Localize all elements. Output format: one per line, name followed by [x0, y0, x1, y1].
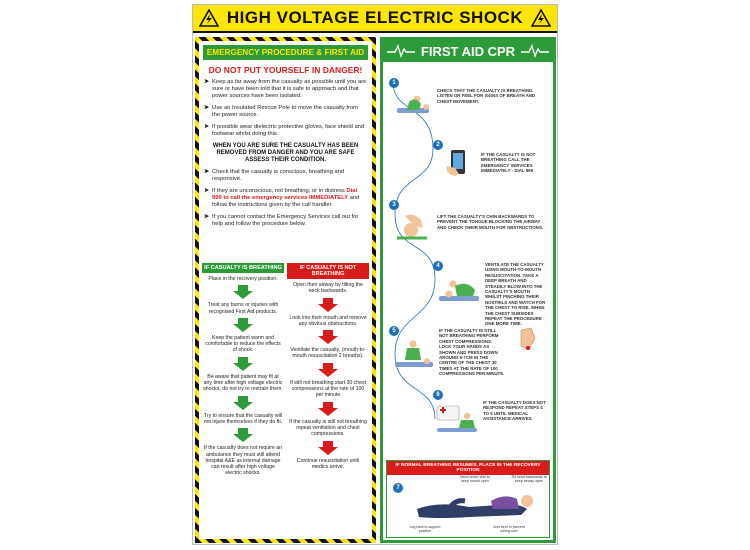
procedure-bullet: ➤ Use an Insulated Rescue Pole to move the casualty from the power source.: [204, 105, 358, 118]
down-arrow-icon: [317, 441, 339, 455]
not-breathing-step: Look into their mouth and remove any obvious obstructions.: [289, 314, 367, 327]
down-arrow-icon: [232, 285, 254, 299]
breathing-column-head: IF CASUALTY IS BREATHING: [202, 263, 284, 273]
cpr-step-number: 6: [433, 390, 443, 400]
not-breathing-step: Continue resuscitation until medics arrive.: [296, 457, 360, 470]
not-breathing-column-head: IF CASUALTY IS NOT BREATHING: [287, 263, 369, 279]
chest-compression-illustration: [393, 336, 435, 370]
danger-warning: DO NOT PUT YOURSELF IN DANGER!: [208, 65, 363, 75]
breathing-step: Try to ensure that the casualty will not injure themselves if they do fit.: [203, 412, 283, 425]
chin-lift-illustration: [393, 208, 433, 242]
heartbeat-icon: [387, 44, 415, 58]
cpr-step-text: IF THE CASUALTY DOES NOT RESPOND REPEAT STEPS 4 TO 5 UNTIL MEDICAL ASSISTANCE ARRIVES.: [483, 400, 546, 422]
mouth-to-mouth-illustration: [437, 272, 483, 304]
phone-call-illustration: [441, 148, 479, 178]
recovery-position-illustration: [409, 479, 545, 529]
not-breathing-step: If still not breathing start 30 chest compressions at the rate of 100 per minute: [289, 379, 367, 399]
recovery-position-box: [386, 460, 550, 538]
recovery-position-heading: IF NORMAL BREATHING RESUMES, PLACE IN THE RECOVERY POSITION: [387, 461, 549, 475]
down-arrow-icon: [317, 363, 339, 377]
cpr-step-number: 5: [389, 326, 399, 336]
emergency-procedure-panel: [195, 37, 376, 543]
cpr-step-text: CHECK THAT THE CASUALTY IS BREATHING. LISTEN OR FEEL FOR SIGNS OF BREATH AND CHEST MOVEMENT.: [437, 88, 536, 104]
down-arrow-icon: [232, 318, 254, 332]
breathing-column: [202, 263, 284, 539]
down-arrow-icon: [317, 330, 339, 344]
breathing-step: Place in the recovery position.: [208, 276, 278, 282]
down-arrow-icon: [317, 298, 339, 312]
recovery-note: Hand under chin to keep mouth open: [459, 475, 491, 484]
cpr-step-number: 3: [389, 200, 399, 210]
procedure-bullet: ➤ If possible wear dielectric protective gloves, face shield and footwear whilst doing this.: [204, 124, 365, 137]
cpr-step-number: 4: [433, 261, 443, 271]
poster-header: [193, 5, 557, 33]
down-arrow-icon: [232, 428, 254, 442]
breathing-step: Keep the patient warm and comfortable to reduce the effects of shock.: [205, 334, 281, 354]
casualty-columns: [202, 263, 369, 539]
assess-condition-heading: WHEN YOU ARE SURE THE CASUALTY HAS BEEN REMOVED FROM DANGER AND YOU ARE SAFE ASSESS THEIR CONDITION.: [212, 143, 359, 163]
cpr-title: FIRST AID CPR: [420, 43, 516, 59]
poster-title: HIGH VOLTAGE ELECTRIC SHOCK: [226, 8, 524, 27]
cpr-step-text: IF THE CASUALTY IS STILL NOT BREATHING PERFORM CHEST COMPRESSIONS. LOCK YOUR HANDS AS SHOWN AND PRESS DOWN AROUND 5-7CM IN THE CENTRE OF THE CHEST 30 TIMES AT THE RATE OF 100 COMPRESSIONS PER MINUTE.: [439, 328, 505, 377]
procedure-bullet: ➤ Keep as far away from the casualty as possible until you are sure or have been told that it is safe to approach and that power sources have been isolated.: [204, 79, 367, 99]
cpr-step-number: 7: [393, 483, 403, 493]
check-breathing-illustration: [395, 90, 435, 116]
hand-position-icon: [511, 324, 545, 356]
breathing-step: If the casualty does not require an ambulance they must still attend hospital A&E as internal damage can result after high voltage electric shocks.: [203, 445, 283, 477]
cpr-step-text: VENTILATE THE CASUALTY USING MOUTH-TO-MOUTH RESUSCITATION. TAKE A DEEP BREATH AND STEADILY BLOW INTO THE CASUALTY'S MOUTH WHILST PINCHING THEIR NOSTRILS AND WATCH FOR THE CHEST TO RISE. WHEN THE CHEST SUBSIDES REPEAT THE PROCEDURE ONE MORE TIME.: [485, 262, 546, 327]
procedure-bullet: ➤ If you cannot contact the Emergency Services call out for help and follow the procedure below.: [204, 214, 359, 227]
breathing-step: Treat any burns or injuries with recognised First Aid products.: [207, 302, 279, 315]
breathing-step: Be aware that patient may fit at any time after high voltage electric shocks, do not try to restrain them.: [203, 373, 283, 393]
cpr-step-text: IF THE CASUALTY IS NOT BREATHING CALL THE EMERGENCY SERVICES IMMEDIATELY - DIAL 999: [481, 152, 536, 174]
recovery-note: Arm bent to prevent rolling over: [493, 525, 525, 534]
ambulance-arrival-illustration: [435, 400, 481, 436]
heartbeat-icon: [521, 44, 549, 58]
cpr-step-number: 2: [433, 140, 443, 150]
cpr-header: [383, 40, 553, 62]
procedure-bullet: ➤ Check that the casualty is conscious, breathing and responsive.: [204, 169, 345, 182]
safety-poster: [192, 4, 558, 545]
not-breathing-column: [287, 263, 369, 539]
not-breathing-step: Ventilate the casualty, (mouth-to-mouth resuscitation 2 breaths).: [290, 347, 366, 360]
not-breathing-step: Open their airway by tilting the neck backwards.: [293, 282, 363, 295]
first-aid-cpr-panel: [380, 37, 556, 543]
down-arrow-icon: [232, 396, 254, 410]
down-arrow-icon: [232, 357, 254, 371]
recovery-note: Leg bent to support position: [409, 525, 441, 534]
procedure-bullet: ➤ If they are unconscious, not breathing, or in distress Dial 999 to call the emergency services IMMEDIATELY and follow the instructions given by the call handler.: [204, 188, 360, 208]
cpr-step-number: 1: [389, 78, 399, 88]
not-breathing-step: If the casualty is still not breathing repeat ventilation and chest compressions.: [289, 418, 367, 438]
recovery-note: Tilt head backwards to keep airway open: [511, 475, 547, 484]
down-arrow-icon: [317, 402, 339, 416]
cpr-step-text: LIFT THE CASUALTY'S CHIN BACKWARDS TO PREVENT THE TONGUE BLOCKING THE AIRWAY AND CHECK THEIR MOUTH FOR OBSTRUCTIONS.: [437, 214, 544, 230]
dial-999-text: Dial 999 to call the emergency services IMMEDIATELY: [212, 188, 358, 201]
electric-warning-icon: [199, 9, 219, 27]
electric-warning-icon: [531, 9, 551, 27]
emergency-procedure-title: EMERGENCY PROCEDURE & FIRST AID: [203, 45, 368, 60]
